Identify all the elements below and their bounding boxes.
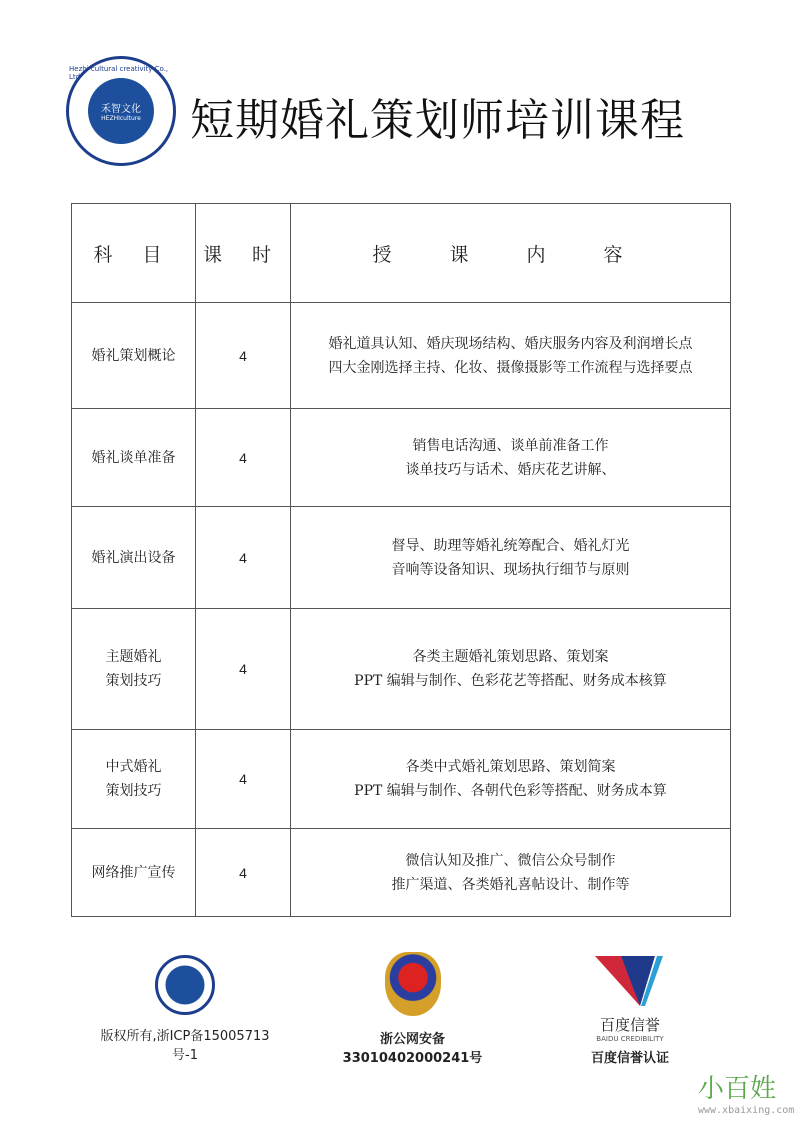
hours-cell: 4 bbox=[196, 609, 291, 730]
subject-line: 婚礼策划概论 bbox=[91, 347, 176, 364]
content-line: PPT 编辑与制作、色彩花艺等搭配、财务成本核算 bbox=[354, 673, 667, 689]
icp-block bbox=[95, 955, 275, 1063]
subject-line: 中式婚礼 bbox=[105, 759, 162, 775]
content-line: 婚礼道具认知、婚庆现场结构、婚庆服务内容及利润增长点 bbox=[328, 335, 693, 352]
header-hours: 课 时 bbox=[196, 204, 291, 303]
hours-cell: 4 bbox=[196, 829, 291, 917]
logo-cn: 禾智文化 bbox=[101, 104, 141, 115]
subject-cell bbox=[72, 409, 196, 507]
content-line: 督导、助理等婚礼统筹配合、婚礼灯光 bbox=[391, 537, 630, 554]
subject-line: 婚礼谈单准备 bbox=[91, 449, 176, 466]
company-badge-icon bbox=[155, 955, 215, 1015]
baidu-v-icon bbox=[595, 956, 665, 1006]
table-row bbox=[72, 409, 731, 507]
content-cell bbox=[291, 730, 731, 829]
hours-cell: 4 bbox=[196, 730, 291, 829]
police-text[interactable]: 浙公网安备 33010402000241号 bbox=[342, 1032, 483, 1066]
table-row bbox=[72, 730, 731, 829]
subject-line: 网络推广宣传 bbox=[91, 864, 176, 881]
table-header bbox=[72, 204, 731, 303]
header-content: 授 课 内 容 bbox=[291, 204, 731, 303]
table-row bbox=[72, 829, 731, 917]
baidu-logo-text: 百度信誉 bbox=[599, 1016, 660, 1034]
content-line: 四大金刚选择主持、化妆、摄像摄影等工作流程与选择要点 bbox=[328, 359, 693, 376]
content-line: 音响等设备知识、现场执行细节与原则 bbox=[391, 561, 630, 578]
company-logo bbox=[66, 56, 176, 166]
hours-cell: 4 bbox=[196, 409, 291, 507]
subject-line: 策划技巧 bbox=[105, 783, 162, 799]
police-emblem-icon bbox=[385, 952, 441, 1016]
header-subject: 科 目 bbox=[72, 204, 196, 303]
content-cell bbox=[291, 829, 731, 917]
table-row bbox=[72, 303, 731, 409]
watermark-text: 小百姓 bbox=[698, 1074, 777, 1104]
baidu-cert[interactable]: 百度信誉认证 bbox=[590, 1051, 669, 1066]
baidu-block bbox=[570, 956, 690, 1066]
content-cell bbox=[291, 303, 731, 409]
hours-cell: 4 bbox=[196, 303, 291, 409]
content-line: 销售电话沟通、谈单前准备工作 bbox=[412, 437, 609, 454]
content-cell bbox=[291, 609, 731, 730]
table-row bbox=[72, 507, 731, 609]
course-table bbox=[71, 203, 731, 917]
logo-ring-text: Hezhi cultural creativity Co., Ltd bbox=[69, 65, 169, 81]
hours-cell: 4 bbox=[196, 507, 291, 609]
subject-cell bbox=[72, 507, 196, 609]
baidu-en: BAIDU CREDIBILITY bbox=[596, 1035, 664, 1043]
subject-cell bbox=[72, 730, 196, 829]
icp-text[interactable]: 版权所有,浙ICP备15005713号-1 bbox=[100, 1029, 270, 1063]
page-title: 短期婚礼策划师培训课程 bbox=[190, 95, 685, 146]
watermark-url: www.xbaixing.com bbox=[698, 1105, 795, 1116]
content-line: 推广渠道、各类婚礼喜帖设计、制作等 bbox=[391, 876, 630, 893]
table-row bbox=[72, 609, 731, 730]
content-line: PPT 编辑与制作、各朝代色彩等搭配、财务成本算 bbox=[354, 783, 667, 799]
subject-cell bbox=[72, 829, 196, 917]
content-line: 谈单技巧与话术、婚庆花艺讲解、 bbox=[405, 461, 616, 478]
subject-line: 策划技巧 bbox=[105, 673, 162, 689]
subject-cell bbox=[72, 609, 196, 730]
content-cell bbox=[291, 507, 731, 609]
police-block bbox=[320, 952, 505, 1066]
subject-line: 主题婚礼 bbox=[105, 649, 162, 665]
subject-cell bbox=[72, 303, 196, 409]
content-cell bbox=[291, 409, 731, 507]
content-line: 微信认知及推广、微信公众号制作 bbox=[405, 852, 616, 869]
content-line: 各类主题婚礼策划思路、策划案 bbox=[412, 649, 609, 665]
subject-line: 婚礼演出设备 bbox=[91, 549, 176, 566]
logo-en: HEZHIculture bbox=[101, 115, 141, 122]
watermark bbox=[668, 1068, 794, 1116]
content-line: 各类中式婚礼策划思路、策划简案 bbox=[405, 759, 616, 775]
